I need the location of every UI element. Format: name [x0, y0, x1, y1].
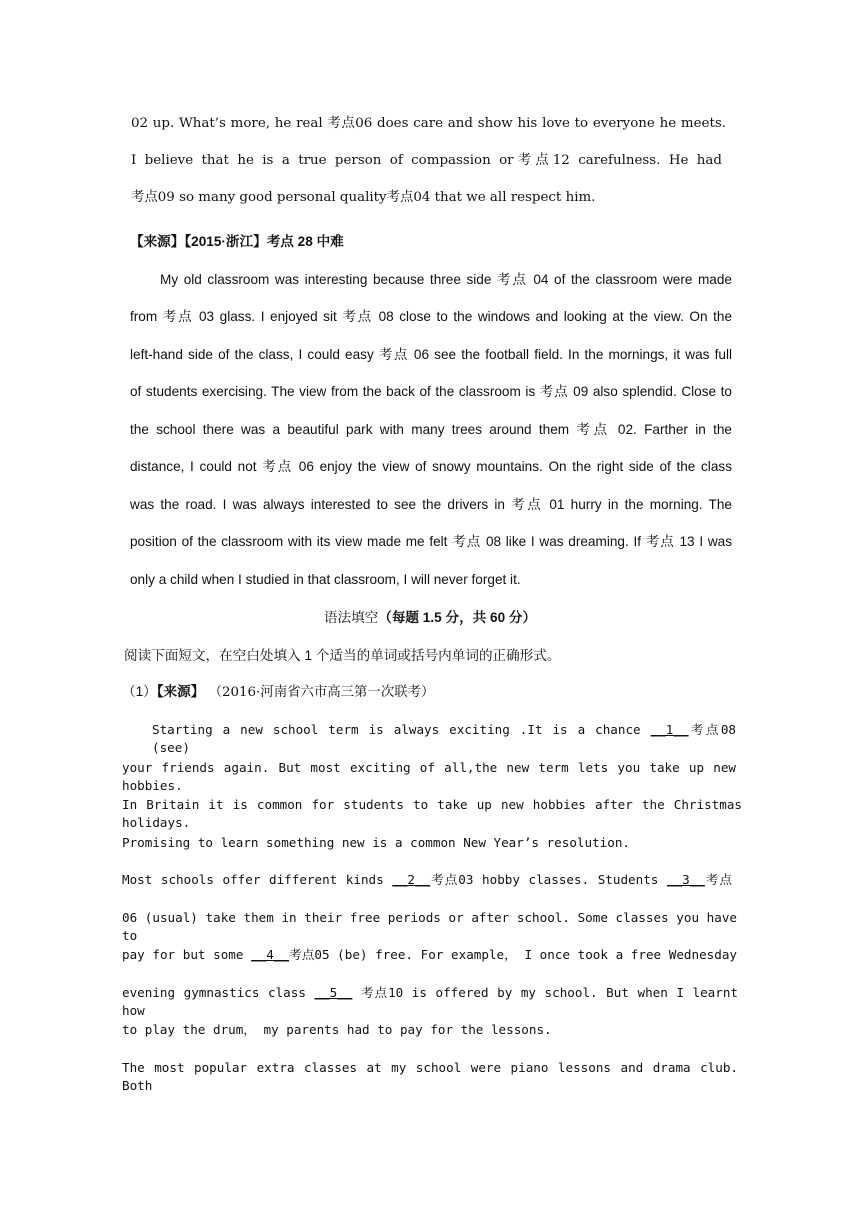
passage-b-line-1: My old classroom was interesting because three side 考点 04 of the classroom were made — [160, 272, 732, 287]
passage-b-line-2: from 考点 03 glass. I enjoyed sit 考点 08 close to the windows and looking at the view. On the — [130, 309, 732, 324]
cloze-line-3: In Britain it is common for students to take up new hobbies after the Christmas holidays. — [122, 797, 742, 830]
cloze-text: evening gymnastics class — [122, 985, 315, 1000]
cloze-line-9: to play the drum， my parents had to pay for the lessons. — [122, 1022, 552, 1037]
cloze-text: Starting a new school term is always exciting .It is a chance — [152, 722, 651, 737]
cloze-line-7 — [122, 946, 737, 964]
cloze-text: pay for but some — [122, 947, 252, 962]
cloze-text: 考点03 hobby classes. Students — [430, 872, 667, 887]
question-number: （1） — [122, 684, 157, 699]
cloze-text: Most schools offer different kinds — [122, 872, 393, 887]
passage-a-line-2: I believe that he is a true person of compassion or考点12 carefulness. He had — [131, 153, 722, 168]
passage-b-line-5: the school there was a beautiful park with many trees around them 考点 02. Farther in the — [130, 422, 732, 437]
passage-b-line-3: left-hand side of the class, I could easy 考点 06 see the football field. In the mornings, it was full — [130, 347, 732, 362]
cloze-line-8 — [122, 984, 738, 1020]
question-source-text: （2016·河南省六市高三第一次联考） — [204, 685, 435, 700]
passage-b-line-9: only a child when I studied in that classroom, I will never forget it. — [130, 572, 521, 587]
section-instruction: 阅读下面短文，在空白处填入 1 个适当的单词或括号内单词的正确形式。 — [124, 648, 561, 663]
cloze-line-6: 06 (usual) take them in their free periods or after school. Some classes you have to — [122, 910, 737, 943]
cloze-text: 考点10 is offered by my school. But when I learnt how — [122, 985, 738, 1018]
cloze-text: 考点 — [704, 872, 733, 887]
section-title-score: （每题 1.5 分，共 60 分） — [378, 610, 537, 625]
cloze-line-5 — [122, 871, 732, 889]
blank-5: __5__ — [314, 985, 353, 1000]
section-title-plain: 语法填空 — [323, 610, 379, 625]
cloze-line-10: The most popular extra classes at my school were piano lessons and drama club. Both — [122, 1060, 738, 1093]
passage-a-line-3: 考点09 so many good personal quality考点04 that we all respect him. — [131, 190, 596, 205]
cloze-line-1 — [152, 721, 736, 757]
passage-b-line-4: of students exercising. The view from the back of the classroom is 考点 09 also splendid. Close to — [130, 384, 732, 399]
passage-b-line-7: was the road. I was always interested to see the drivers in 考点 01 hurry in the morning. The — [130, 497, 732, 512]
cloze-line-4: Promising to learn something new is a common New Year’s resolution. — [122, 835, 630, 850]
question-source-label: 【来源】 — [156, 684, 205, 699]
cloze-line-2: your friends again. But most exciting of all,the new term lets you take up new hobbies. — [122, 760, 736, 793]
passage-b-line-6: distance, I could not 考点 06 enjoy the view of snowy mountains. On the right side of the class — [130, 459, 732, 474]
passage-a-line-1: 02 up. What’s more, he real 考点06 does care and show his love to everyone he meets. — [131, 116, 726, 131]
blank-1: __1__ — [650, 722, 689, 737]
section-title — [0, 609, 860, 627]
source-heading-2015-zhejiang: 【来源】【2015·浙江】考点 28 中难 — [130, 234, 344, 249]
blank-4: __4__ — [251, 947, 290, 962]
blank-3: __3__ — [666, 872, 705, 887]
passage-b-line-8: position of the classroom with its view made me felt 考点 08 like I was dreaming. If 考点 13 I was — [130, 534, 732, 549]
cloze-text: 考点08 (see) — [152, 722, 736, 755]
blank-2: __2__ — [392, 872, 431, 887]
cloze-text: 考点05 (be) free. For example， I once took a free Wednesday — [289, 947, 737, 962]
question-1-header — [122, 683, 434, 702]
